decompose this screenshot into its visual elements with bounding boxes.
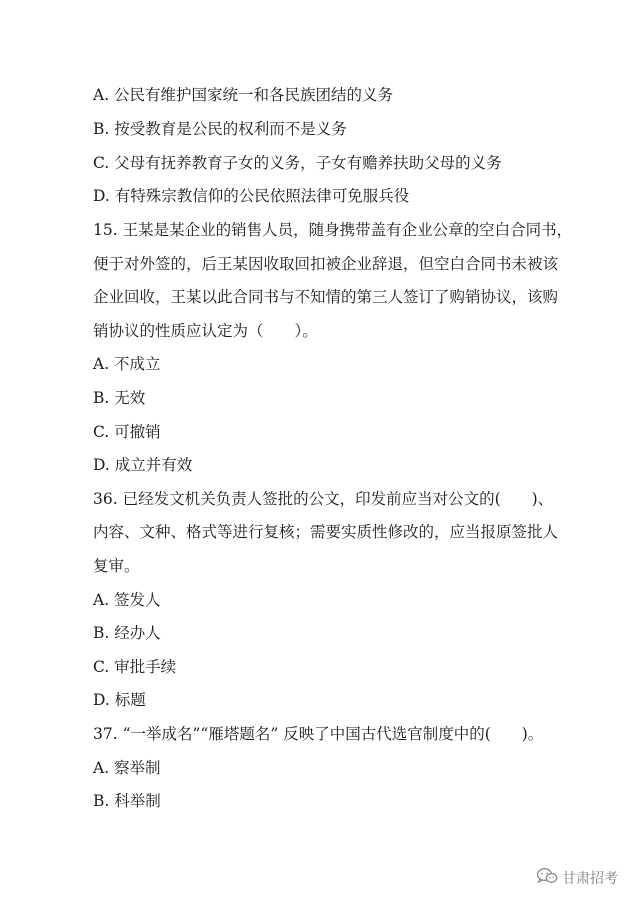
question-36-line-3: 复审。: [93, 557, 140, 575]
option-a-line: A. 公民有维护国家统一和各民族团结的义务: [93, 86, 394, 104]
question-15-line-2: 便于对外签的，后王某因收取回扣被企业辞退，但空白合同书未被该: [93, 255, 559, 273]
watermark-text: 甘肃招考: [562, 871, 618, 887]
wechat-icon: [536, 867, 558, 889]
q36-option-d: D. 标题: [93, 691, 146, 709]
question-36-line-1: 36. 已经发文机关负责人签批的公文，印发前应当对公文的( )、: [93, 490, 554, 508]
question-37-line-1: 37. “一举成名”“雁塔题名” 反映了中国古代选官制度中的( )。: [93, 725, 544, 743]
watermark: [536, 867, 618, 889]
question-15-line-1: 15. 王某是某企业的销售人员，随身携带盖有企业公章的空白合同书，: [93, 221, 573, 239]
q15-option-a: A. 不成立: [93, 355, 161, 373]
q15-option-d: D. 成立并有效: [93, 456, 193, 474]
q15-option-b: B. 无效: [93, 389, 146, 407]
q37-option-b: B. 科举制: [93, 792, 161, 810]
question-15-line-4: 销协议的性质应认定为（ ）。: [93, 322, 318, 340]
q36-option-c: C. 审批手续: [93, 658, 177, 676]
q15-option-c: C. 可撤销: [93, 423, 161, 441]
question-15-line-3: 企业回收，王某以此合同书与不知情的第三人签订了购销协议，该购: [93, 288, 559, 306]
question-36-line-2: 内容、文种、格式等进行复核；需要实质性修改的，应当报原签批人: [93, 523, 559, 541]
option-b-line: B. 按受教育是公民的权利而不是义务: [93, 120, 347, 138]
q37-option-a: A. 察举制: [93, 759, 161, 777]
option-d-line: D. 有特殊宗教信仰的公民依照法律可免服兵役: [93, 187, 410, 205]
option-c-line: C. 父母有抚养教育子女的义务，子女有赡养扶助父母的义务: [93, 154, 502, 172]
q36-option-b: B. 经办人: [93, 624, 161, 642]
q36-option-a: A. 签发人: [93, 591, 161, 609]
